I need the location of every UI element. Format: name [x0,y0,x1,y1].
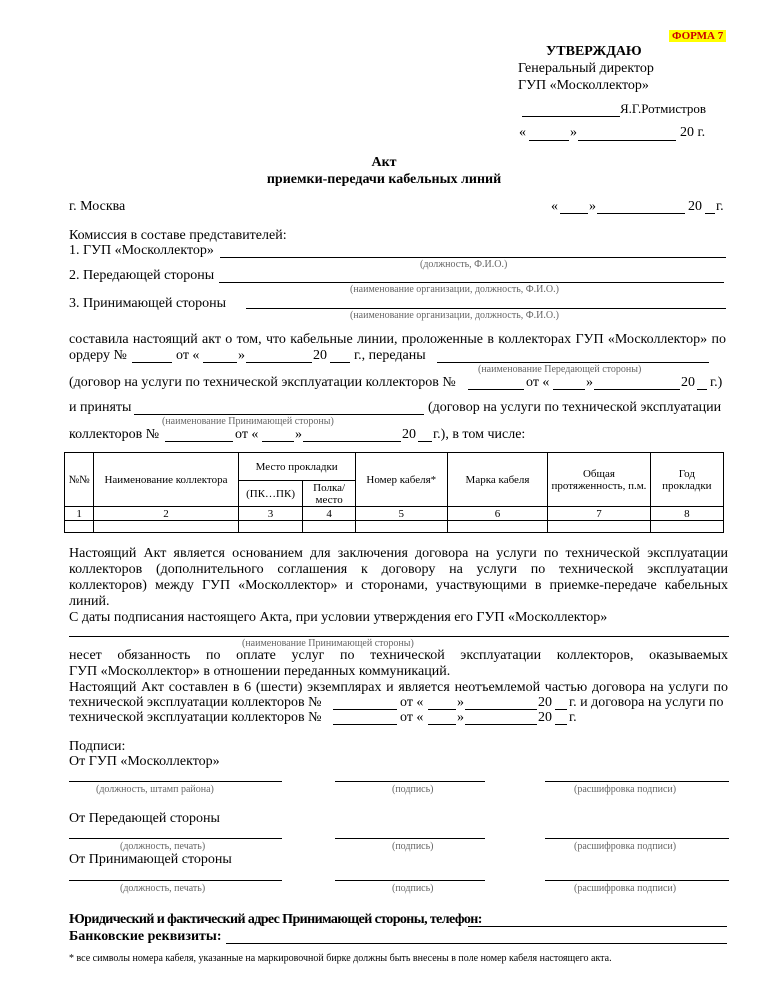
commission-item-2: 2. Передающей стороны [69,268,215,283]
transfer-party-hint: (наименование Передающей стороны) [478,364,642,375]
table-cell[interactable] [65,521,94,533]
contract-2-number-field[interactable] [333,724,397,725]
column-number: 6 [447,507,547,521]
contract-2-month-field[interactable] [465,724,537,725]
receive-party-name-hint: (наименование Принимающей стороны) [242,638,414,649]
table-cell[interactable] [94,521,238,533]
contract-1-label: технической эксплуатации коллекторов № [69,695,322,710]
form-number-label: ФОРМА 7 [669,30,726,42]
column-number: 4 [303,507,355,521]
org-signature-field[interactable] [335,781,485,782]
basis-line-2: коллекторов (дополнительного соглашения к договору на услуги по технической эксплуатации [69,562,728,577]
header-cable-number: Номер кабеля* [355,453,447,507]
transfer-decode-hint: (расшифровка подписи) [574,841,677,852]
table-cell[interactable] [303,521,355,533]
order-year-prefix: 20 [313,348,327,363]
signature-org-label: От ГУП «Москоллектор» [69,754,220,769]
contract-1-quote-close: » [457,695,464,710]
bank-details-field[interactable] [226,943,727,944]
signature-transfer-label: От Передающей стороны [69,811,220,826]
header-pk-range: (ПК…ПК) [238,481,303,507]
header-total-length: Общая протяженность, п.м. [548,453,651,507]
receive-position-field[interactable] [69,880,282,881]
order-date-quote-close: » [238,348,245,363]
order-day-field[interactable] [203,362,237,363]
receive-decode-hint: (расшифровка подписи) [574,883,677,894]
column-number: 7 [548,507,651,521]
commission-hint-3: (наименование организации, должность, Ф.И.О.) [350,310,559,321]
header-laying-place: Место прокладки [238,453,355,481]
table-row[interactable] [65,521,724,533]
signatures-title: Подписи: [69,739,126,754]
obligation-line-2: ГУП «Москоллектор» в отношении переданных коммуникаций. [69,664,451,679]
commission-field-2[interactable] [219,282,724,283]
act-date-quote-close: » [589,199,596,214]
header-number: №№ [65,453,94,507]
transfer-contract-year-field[interactable] [697,389,707,390]
bank-details-label: Банковские реквизиты: [69,929,222,944]
act-date-year: 20 [688,199,702,214]
header-collector-name: Наименование коллектора [94,453,238,507]
basis-line-4: линий. [69,594,110,609]
transfer-decode-field[interactable] [545,838,729,839]
receive-signature-hint: (подпись) [392,883,434,894]
receive-contract-day-field[interactable] [262,441,294,442]
document-title: Акт [371,155,397,170]
receive-contract-from: от « [235,427,259,442]
contract-2-year-field[interactable] [555,724,567,725]
receive-contract-label: (договор на услуги по технической эксплуатации [428,400,722,415]
accepted-label: и приняты [69,400,132,415]
commission-hint-2: (наименование организации, должность, Ф.И.О.) [350,284,559,295]
contract-2-quote-close: » [457,710,464,725]
contract-1-year-prefix: 20 [538,695,552,710]
contract-1-number-field[interactable] [333,709,397,710]
receive-signature-field[interactable] [335,880,485,881]
org-signature-hint: (подпись) [392,784,434,795]
transfer-signature-hint: (подпись) [392,841,434,852]
contract-1-suffix: г. и договора на услуги по [569,695,724,710]
table-row [65,507,724,521]
org-decode-field[interactable] [545,781,729,782]
order-number-field[interactable] [132,362,172,363]
contract-2-label: технической эксплуатации коллекторов № [69,710,322,725]
commission-item-1: 1. ГУП «Москоллектор» [69,243,214,258]
receive-contract-year-prefix: 20 [402,427,416,442]
commission-field-1[interactable] [220,257,726,258]
transfer-position-field[interactable] [69,838,282,839]
receive-decode-field[interactable] [545,880,729,881]
transfer-party-field[interactable] [437,362,709,363]
commission-hint-1: (должность, Ф.И.О.) [420,259,508,270]
body-line-1: составила настоящий акт о том, что кабельные линии, проложенные в коллекторах ГУП «Москоллектор» по [69,332,726,347]
receive-party-name-field[interactable] [69,636,729,637]
contract-2-year-prefix: 20 [538,710,552,725]
org-decode-hint: (расшифровка подписи) [574,784,677,795]
transfer-contract-year-prefix: 20 [681,375,695,390]
table-cell[interactable] [548,521,651,533]
org-position-hint: (должность, штамп района) [96,784,214,795]
table-cell[interactable] [355,521,447,533]
transfer-contract-year-suffix: г.) [710,375,723,390]
contract-1-year-field[interactable] [555,709,567,710]
including-label: г.), в том числе: [433,427,526,442]
table-cell[interactable] [238,521,303,533]
copies-line-1: Настоящий Акт составлен в 6 (шести) экземплярах и является неотъемлемой частью договора на услуги по [69,680,728,695]
city: г. Москва [69,199,126,214]
order-year-field[interactable] [330,362,350,363]
address-field[interactable] [468,926,727,927]
header-cable-brand: Марка кабеля [447,453,547,507]
approve-date-quote-close: » [570,125,577,140]
approve-date-year: 20 г. [680,125,706,140]
approve-heading: УТВЕРЖДАЮ [546,44,642,59]
contract-1-month-field[interactable] [465,709,537,710]
receive-contract-month-field[interactable] [303,441,401,442]
obligation-line-1: несет обязанность по оплате услуг по технической эксплуатации коллекторов, оказываемых [69,648,728,663]
contract-1-from: от « [400,695,424,710]
signature-receive-label: От Принимающей стороны [69,852,232,867]
transfer-contract-day-field[interactable] [553,389,585,390]
transfer-contract-number-field[interactable] [468,389,524,390]
transfer-contract-month-field[interactable] [594,389,680,390]
contract-2-suffix: г. [569,710,577,725]
cable-lines-table [64,452,724,533]
order-date-from: от « [176,348,200,363]
receive-contract-year-field[interactable] [418,441,432,442]
transfer-contract-label: (договор на услуги по технической эксплуатации коллекторов № [69,375,456,390]
transfer-signature-field[interactable] [335,838,485,839]
column-number: 5 [355,507,447,521]
footnote: * все символы номера кабеля, указанные на маркировочной бирке должны быть внесены в поле номер кабеля настоящего акта. [69,953,612,964]
act-date-quote-open: « [551,199,558,214]
document-subtitle: приемки-передачи кабельных линий [266,172,502,187]
receive-position-hint: (должность, печать) [120,883,206,894]
approver-position: Генеральный директор [518,61,654,76]
column-number: 3 [238,507,303,521]
column-number: 8 [650,507,723,521]
basis-line-1: Настоящий Акт является основанием для заключения договора на услуги по технической эксплуатации [69,546,728,561]
address-label: Юридический и фактический адрес Принимающей стороны, телефон: [69,912,482,927]
receive-contract-quote-close: » [295,427,302,442]
commission-field-3[interactable] [246,308,726,309]
transferred-label: г., переданы [354,348,426,363]
contract-2-day-field[interactable] [428,724,456,725]
column-number: 2 [94,507,238,521]
order-label: ордеру № [69,348,127,363]
org-position-field[interactable] [69,781,282,782]
commission-item-3: 3. Принимающей стороны [69,296,227,311]
header-shelf-place: Полка/ место [303,481,355,507]
table-cell[interactable] [447,521,547,533]
receive-party-field[interactable] [134,414,424,415]
approver-org: ГУП «Москоллектор» [518,78,649,93]
contract-2-from: от « [400,710,424,725]
act-date-year-suffix: г. [716,199,724,214]
approve-date-quote-open: « [519,125,526,140]
approver-name: Я.Г.Ротмистров [620,101,707,116]
header-laying-year: Год прокладки [650,453,723,507]
basis-line-3: коллекторов) между ГУП «Москоллектор» и сторонами, участвующими в приемке-передаче кабельных [69,578,728,593]
receive-contract-number-field[interactable] [165,441,233,442]
receive-party-hint: (наименование Принимающей стороны) [162,416,334,427]
approval-condition: С даты подписания настоящего Акта, при условии утверждения его ГУП «Москоллектор» [69,610,608,625]
table-cell[interactable] [650,521,723,533]
transfer-contract-quote-close: » [586,375,593,390]
column-number: 1 [65,507,94,521]
receive-contract-number-label: коллекторов № [69,427,160,442]
transfer-contract-from: от « [526,375,550,390]
order-month-field[interactable] [246,362,312,363]
transfer-position-hint: (должность, печать) [120,841,206,852]
commission-intro: Комиссия в составе представителей: [69,228,287,243]
contract-1-day-field[interactable] [428,709,456,710]
